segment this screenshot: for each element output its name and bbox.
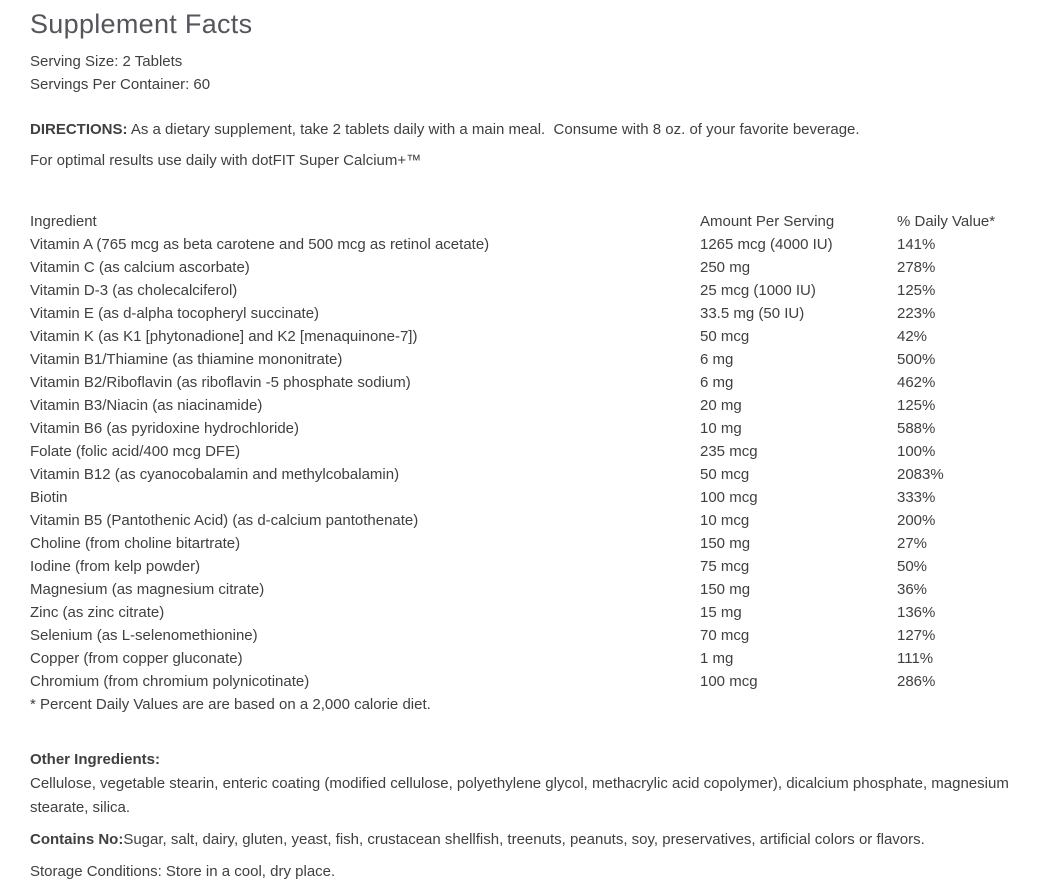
daily-value-cell: 42% xyxy=(897,328,928,345)
directions-paragraph xyxy=(30,118,1030,141)
amount-cell: 75 mcg xyxy=(700,558,750,575)
daily-value-cell: 127% xyxy=(897,627,936,644)
table-row xyxy=(30,509,1030,532)
daily-value-cell: 278% xyxy=(897,259,936,276)
ingredient-cell: Vitamin B5 (Pantothenic Acid) (as d-calcium pantothenate) xyxy=(30,512,419,529)
directions-text: As a dietary supplement, take 2 tablets daily with a main meal. Consume with 8 oz. of your favorite beverage. xyxy=(127,121,860,138)
optimal-results-note: For optimal results use daily with dotFIT Super Calcium+™ xyxy=(30,152,422,169)
table-row xyxy=(30,348,1030,371)
amount-cell: 50 mcg xyxy=(700,328,750,345)
directions-label: DIRECTIONS: xyxy=(30,121,128,138)
amount-cell: 70 mcg xyxy=(700,627,750,644)
ingredient-cell: Vitamin A (765 mcg as beta carotene and 500 mcg as retinol acetate) xyxy=(30,236,490,253)
daily-value-cell: 36% xyxy=(897,581,928,598)
daily-value-cell: 136% xyxy=(897,604,936,621)
ingredient-cell: Iodine (from kelp powder) xyxy=(30,558,201,575)
servings-per-container: Servings Per Container: 60 xyxy=(30,76,211,93)
ingredient-cell: Vitamin B1/Thiamine (as thiamine mononitrate) xyxy=(30,351,343,368)
table-row xyxy=(30,417,1030,440)
amount-cell: 20 mg xyxy=(700,397,742,414)
table-row xyxy=(30,256,1030,279)
daily-value-footnote: * Percent Daily Values are are based on a 2,000 calorie diet. xyxy=(30,696,431,713)
ingredient-cell: Copper (from copper gluconate) xyxy=(30,650,243,667)
ingredient-cell: Vitamin B12 (as cyanocobalamin and methylcobalamin) xyxy=(30,466,400,483)
header-amount-per-serving: Amount Per Serving xyxy=(700,213,835,230)
daily-value-cell: 125% xyxy=(897,282,936,299)
daily-value-cell: 100% xyxy=(897,443,936,460)
table-row xyxy=(30,325,1030,348)
amount-cell: 235 mcg xyxy=(700,443,758,460)
contains-no-paragraph xyxy=(30,828,1030,852)
table-row xyxy=(30,601,1030,624)
ingredient-cell: Vitamin D-3 (as cholecalciferol) xyxy=(30,282,238,299)
table-row xyxy=(30,463,1030,486)
table-row xyxy=(30,371,1030,394)
table-row xyxy=(30,440,1030,463)
facts-table xyxy=(30,210,1030,716)
ingredient-cell: Vitamin E (as d-alpha tocopheryl succinate) xyxy=(30,305,320,322)
page-title: Supplement Facts xyxy=(30,9,253,39)
ingredient-cell: Vitamin K (as K1 [phytonadione] and K2 [menaquinone-7]) xyxy=(30,328,418,345)
daily-value-cell: 125% xyxy=(897,397,936,414)
table-row xyxy=(30,279,1030,302)
daily-value-cell: 333% xyxy=(897,489,936,506)
amount-cell: 6 mg xyxy=(700,351,734,368)
daily-value-cell: 462% xyxy=(897,374,936,391)
amount-cell: 10 mg xyxy=(700,420,742,437)
amount-cell: 50 mcg xyxy=(700,466,750,483)
other-ingredients-label: Other Ingredients: xyxy=(30,751,161,768)
daily-value-cell: 141% xyxy=(897,236,936,253)
amount-cell: 10 mcg xyxy=(700,512,750,529)
amount-cell: 250 mg xyxy=(700,259,751,276)
table-row xyxy=(30,647,1030,670)
table-row xyxy=(30,486,1030,509)
table-row xyxy=(30,394,1030,417)
ingredient-cell: Vitamin B2/Riboflavin (as riboflavin -5 phosphate sodium) xyxy=(30,374,411,391)
header-daily-value: % Daily Value* xyxy=(897,213,996,230)
header-ingredient: Ingredient xyxy=(30,213,97,230)
table-row xyxy=(30,233,1030,256)
daily-value-cell: 111% xyxy=(897,650,934,667)
daily-value-cell: 500% xyxy=(897,351,936,368)
amount-cell: 6 mg xyxy=(700,374,734,391)
table-row xyxy=(30,578,1030,601)
ingredient-cell: Vitamin B3/Niacin (as niacinamide) xyxy=(30,397,263,414)
amount-cell: 100 mcg xyxy=(700,489,758,506)
amount-cell: 150 mg xyxy=(700,535,751,552)
other-ingredients-text: Cellulose, vegetable stearin, enteric coating (modified cellulose, polyethylene glycol, methacrylic acid copolymer), dicalcium phosphate, magnesium stearate, silica. xyxy=(30,775,1009,816)
storage-conditions: Storage Conditions: Store in a cool, dry place. xyxy=(30,863,336,880)
ingredient-cell: Vitamin B6 (as pyridoxine hydrochloride) xyxy=(30,420,300,437)
bottom-section xyxy=(30,748,1030,880)
amount-cell: 1265 mcg (4000 IU) xyxy=(700,236,833,253)
ingredient-cell: Choline (from choline bitartrate) xyxy=(30,535,241,552)
ingredient-cell: Vitamin C (as calcium ascorbate) xyxy=(30,259,250,276)
ingredient-cell: Zinc (as zinc citrate) xyxy=(30,604,165,621)
daily-value-cell: 588% xyxy=(897,420,936,437)
amount-cell: 150 mg xyxy=(700,581,751,598)
contains-no-text: Sugar, salt, dairy, gluten, yeast, fish, crustacean shellfish, treenuts, peanuts, soy, preservatives, artificial colors or flavors. xyxy=(123,831,925,848)
amount-cell: 15 mg xyxy=(700,604,742,621)
daily-value-cell: 223% xyxy=(897,305,936,322)
table-row xyxy=(30,555,1030,578)
table-header-row xyxy=(30,210,1030,233)
serving-size: Serving Size: 2 Tablets xyxy=(30,53,183,70)
amount-cell: 25 mcg (1000 IU) xyxy=(700,282,816,299)
amount-cell: 100 mcg xyxy=(700,673,758,690)
daily-value-cell: 2083% xyxy=(897,466,944,483)
table-row xyxy=(30,302,1030,325)
table-row xyxy=(30,670,1030,693)
daily-value-cell: 50% xyxy=(897,558,928,575)
contains-no-label: Contains No: xyxy=(30,831,124,848)
ingredient-cell: Selenium (as L-selenomethionine) xyxy=(30,627,258,644)
amount-cell: 33.5 mg (50 IU) xyxy=(700,305,805,322)
table-row xyxy=(30,532,1030,555)
daily-value-cell: 27% xyxy=(897,535,928,552)
ingredient-cell: Biotin xyxy=(30,489,68,506)
facts-table-body xyxy=(30,233,1030,693)
amount-cell: 1 mg xyxy=(700,650,734,667)
ingredient-cell: Folate (folic acid/400 mcg DFE) xyxy=(30,443,241,460)
table-row xyxy=(30,624,1030,647)
ingredient-cell: Magnesium (as magnesium citrate) xyxy=(30,581,265,598)
daily-value-cell: 286% xyxy=(897,673,936,690)
daily-value-cell: 200% xyxy=(897,512,936,529)
ingredient-cell: Chromium (from chromium polynicotinate) xyxy=(30,673,310,690)
